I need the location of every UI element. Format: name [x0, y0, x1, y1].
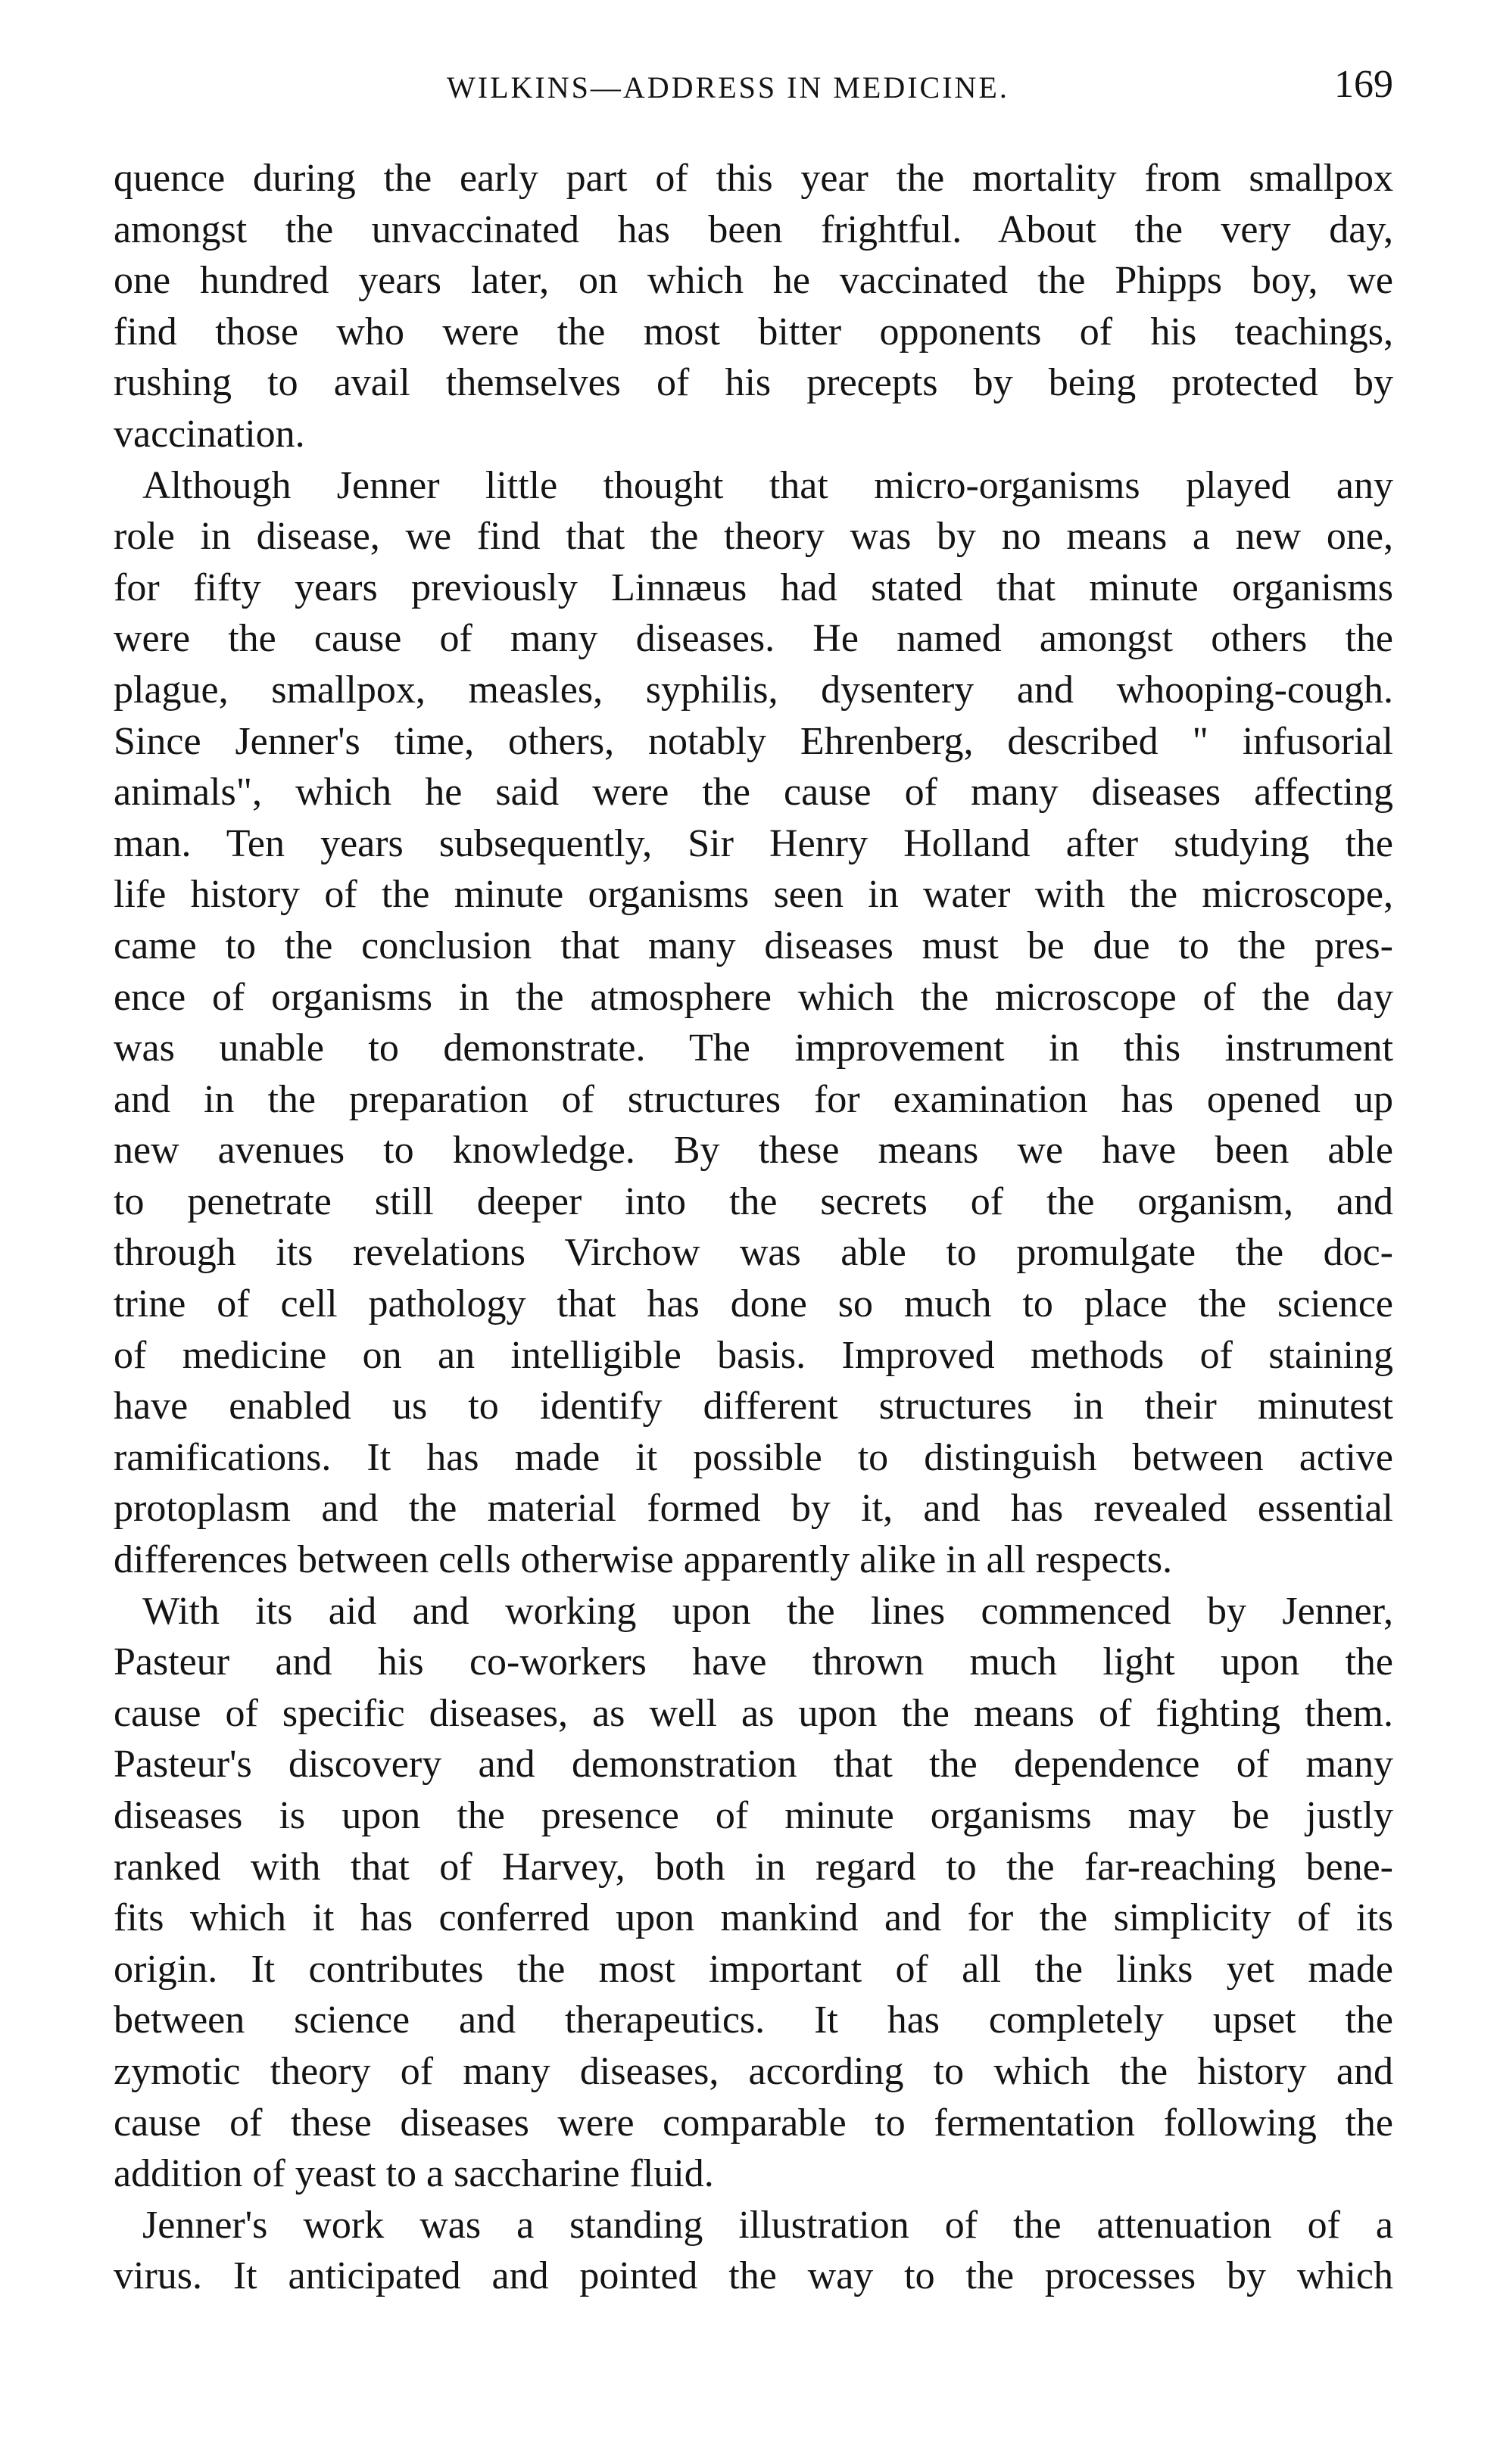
text-line: of medicine on an intelligible basis. Improved methods of staining [114, 1333, 1393, 1377]
text-line: animals", which he said were the cause of many diseases affecting [114, 771, 1393, 815]
text-line: virus. It anticipated and pointed the way to the processes by which [114, 2254, 1393, 2298]
text-line: were the cause of many diseases. He named amongst others the [114, 617, 1393, 661]
text-line: addition of yeast to a saccharine fluid. [114, 2152, 714, 2196]
page-number: 169 [1334, 63, 1393, 106]
running-head: WILKINS—ADDRESS IN MEDICINE. [447, 70, 1009, 104]
text-line: differences between cells otherwise apparently alike in all respects. [114, 1538, 1173, 1582]
text-line: rushing to avail themselves of his precepts by being protected by [114, 361, 1393, 405]
text-line: vaccination. [114, 412, 305, 456]
paragraph [114, 1586, 1393, 2200]
paragraph [114, 2200, 1393, 2302]
text-line: diseases is upon the presence of minute organisms may be justly [114, 1794, 1393, 1837]
text-line: ence of organisms in the atmosphere which the microscope of the day [114, 975, 1393, 1019]
text-line: With its aid and working upon the lines commenced by Jenner, [142, 1589, 1393, 1633]
text-line: fits which it has conferred upon mankind and for the simplicity of its [114, 1896, 1393, 1940]
text-line: life history of the minute organisms seen in water with the microscope, [114, 873, 1393, 917]
text-line: protoplasm and the material formed by it, and has revealed essential [114, 1487, 1393, 1531]
text-line: amongst the unvaccinated has been frightful. About the very day, [114, 207, 1393, 251]
text-line: cause of specific diseases, as well as upon the means of fighting them. [114, 1691, 1393, 1735]
text-line: role in disease, we find that the theory was by no means a new one, [114, 515, 1393, 559]
text-line: find those who were the most bitter opponents of his teachings, [114, 310, 1393, 354]
body-text [114, 153, 1393, 2302]
page-header [114, 62, 1393, 115]
text-line: trine of cell pathology that has done so much to place the science [114, 1282, 1393, 1326]
text-line: cause of these diseases were comparable to fermentation following the [114, 2101, 1393, 2145]
text-line: plague, smallpox, measles, syphilis, dysentery and whooping-cough. [114, 668, 1393, 712]
text-line: through its revelations Virchow was able to promulgate the doc- [114, 1231, 1393, 1275]
text-line: Pasteur's discovery and demonstration that the dependence of many [114, 1743, 1393, 1786]
text-line: origin. It contributes the most important of all the links yet made [114, 1947, 1393, 1991]
text-line: Jenner's work was a standing illustration of the attenuation of a [142, 2203, 1393, 2247]
text-line: to penetrate still deeper into the secrets of the organism, and [114, 1179, 1393, 1223]
text-line: man. Ten years subsequently, Sir Henry Holland after studying the [114, 821, 1393, 865]
text-line: one hundred years later, on which he vaccinated the Phipps boy, we [114, 259, 1393, 303]
text-line: Pasteur and his co-workers have thrown much light upon the [114, 1640, 1393, 1684]
text-line: came to the conclusion that many diseases must be due to the pres- [114, 924, 1393, 967]
text-line: have enabled us to identify different structures in their minutest [114, 1385, 1393, 1428]
text-line: between science and therapeutics. It has completely upset the [114, 1998, 1393, 2042]
text-line: was unable to demonstrate. The improvement in this instrument [114, 1026, 1393, 1070]
text-line: quence during the early part of this year the mortality from smallpox [114, 157, 1393, 200]
text-line: ramifications. It has made it possible to distinguish between active [114, 1435, 1393, 1479]
paragraph [114, 153, 1393, 460]
text-line: Although Jenner little thought that micro-organisms played any [142, 463, 1393, 507]
text-line: zymotic theory of many diseases, according to which the history and [114, 2049, 1393, 2093]
paragraph [114, 460, 1393, 1586]
text-line: and in the preparation of structures for examination has opened up [114, 1077, 1393, 1121]
text-line: ranked with that of Harvey, both in regard to the far-reaching bene- [114, 1845, 1393, 1889]
text-line: for fifty years previously Linnæus had stated that minute organisms [114, 565, 1393, 609]
text-line: Since Jenner's time, others, notably Ehrenberg, described " infusorial [114, 719, 1393, 763]
text-line: new avenues to knowledge. By these means we have been able [114, 1129, 1393, 1173]
